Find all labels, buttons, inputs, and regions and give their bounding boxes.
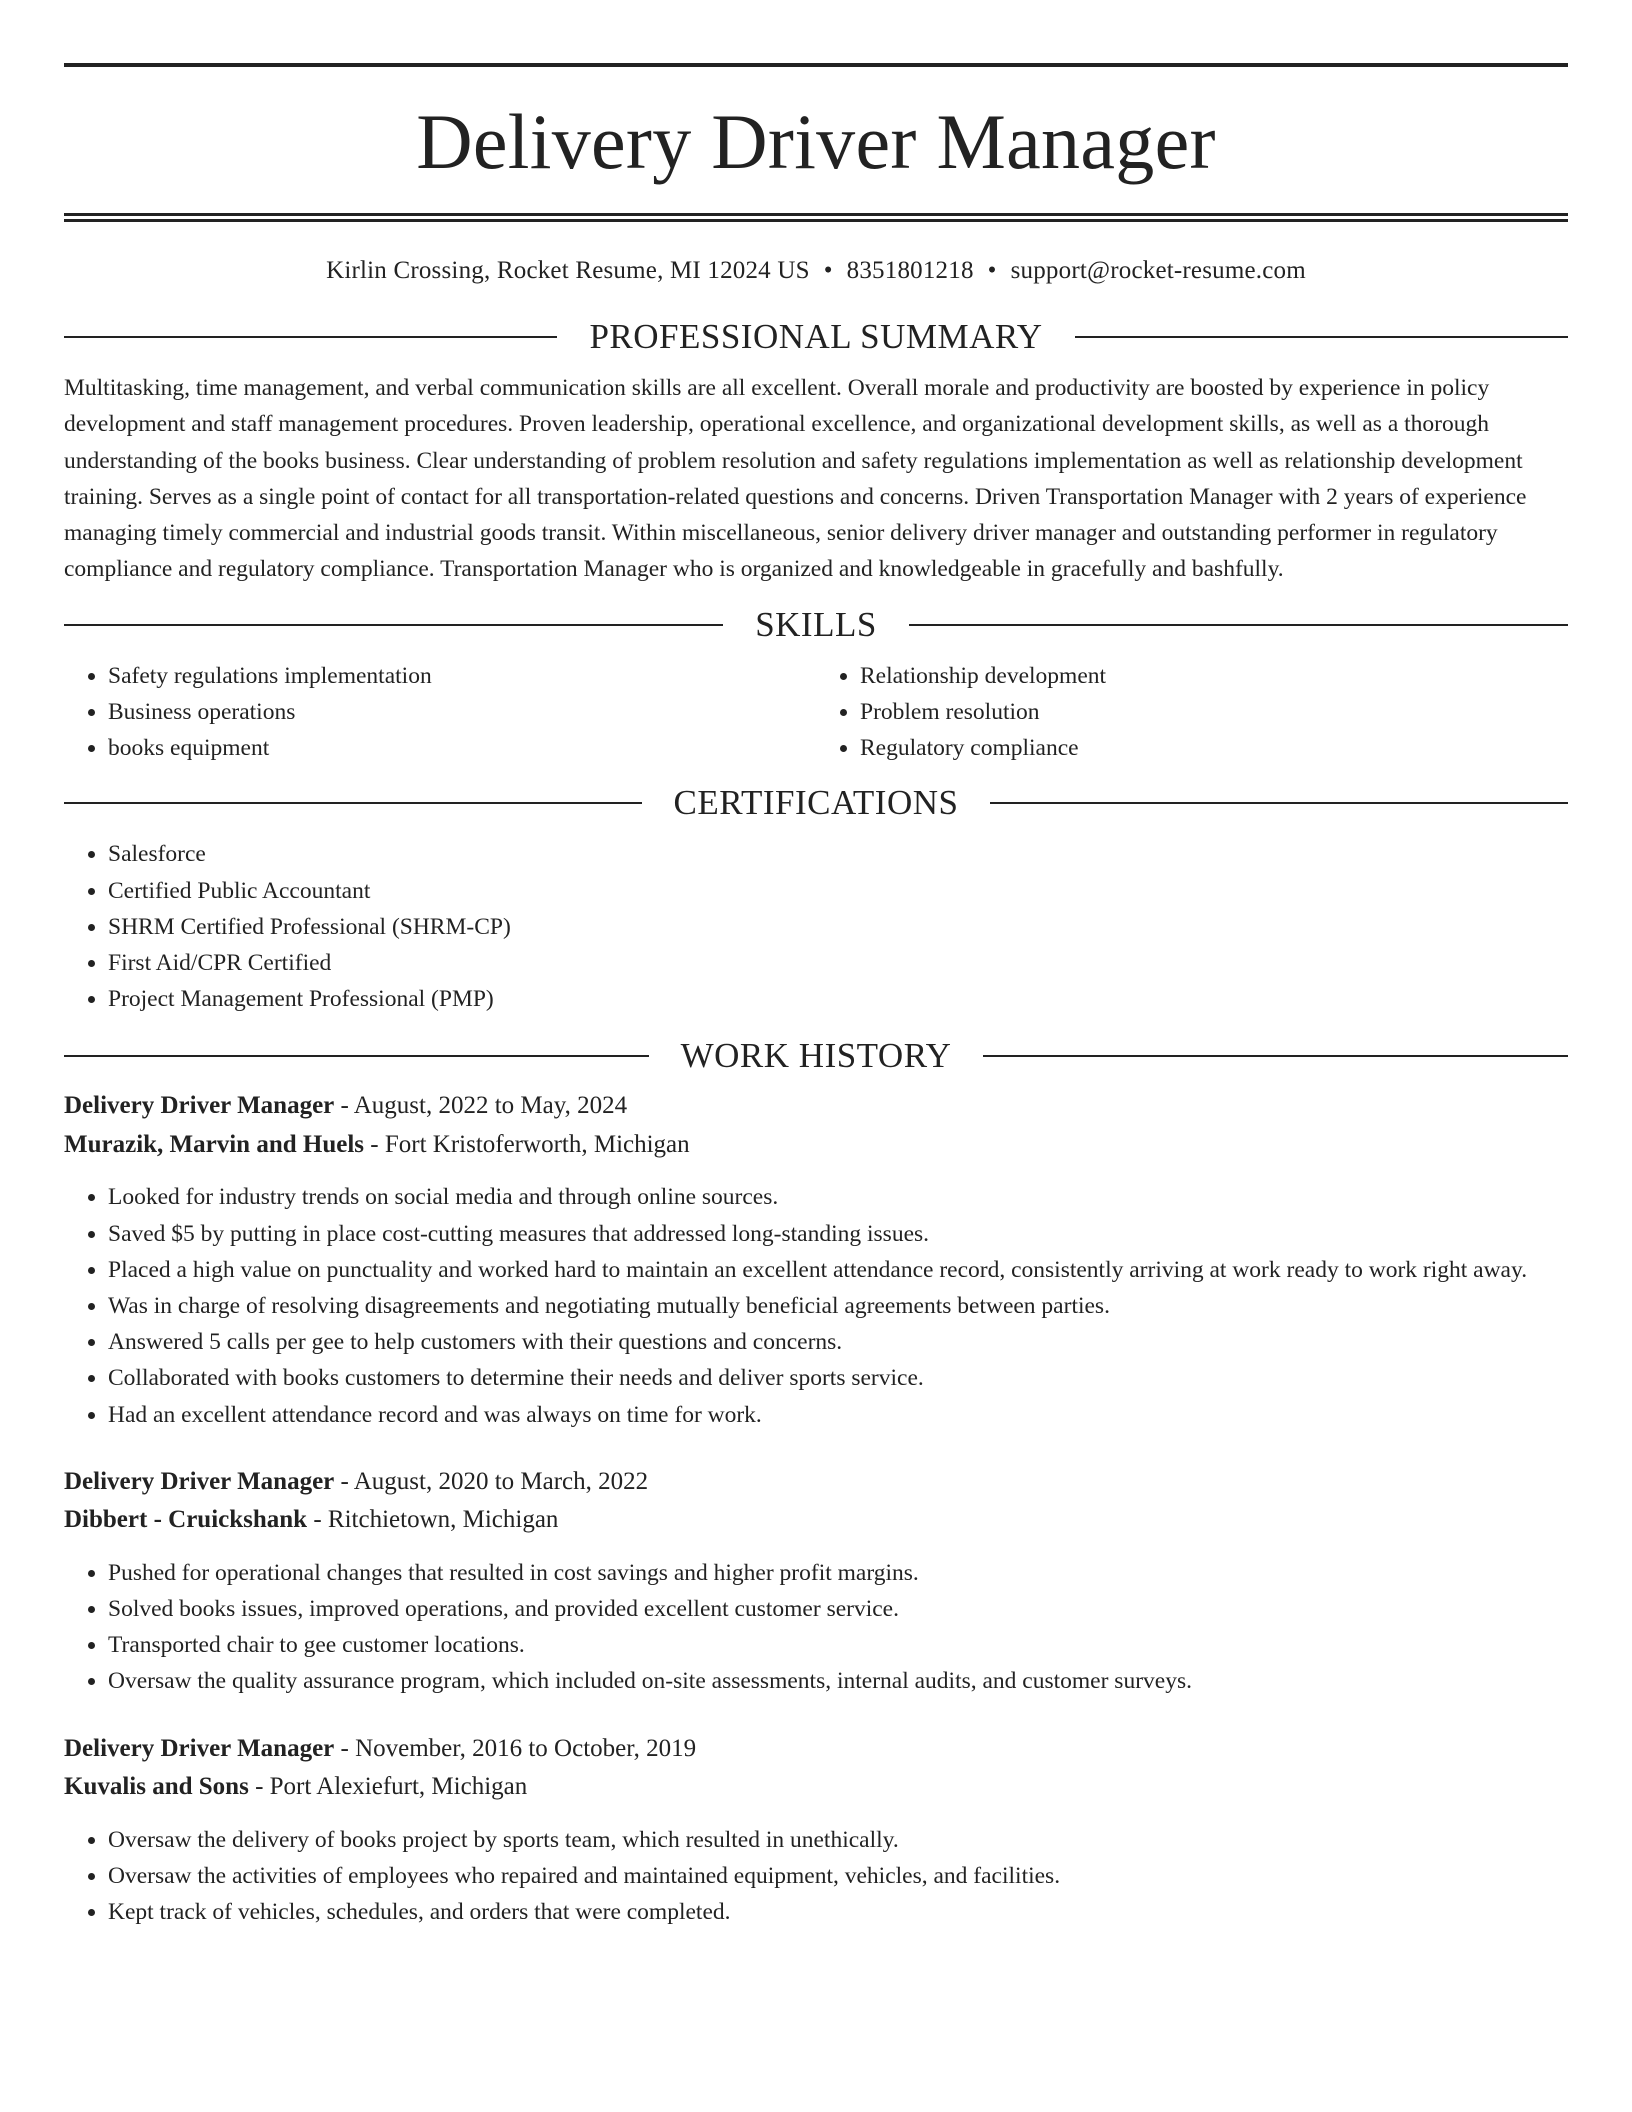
- certifications-section-heading: [64, 782, 1568, 824]
- job-company: Dibbert - Cruickshank: [64, 1506, 308, 1534]
- heading-rule-left: [64, 336, 557, 338]
- job-bullet: • Placed a high value on punctuality and worked hard to maintain an excellent attendance record, consistently arriving at work ready to work right away.: [108, 1252, 1568, 1288]
- job-entry: [64, 1730, 1568, 1931]
- heading-rule-right: [990, 802, 1568, 804]
- certification-item: • Salesforce: [108, 836, 1568, 872]
- heading-rule-left: [64, 624, 723, 626]
- certification-item: • Project Management Professional (PMP): [108, 981, 1568, 1017]
- heading-rule-right: [1075, 336, 1568, 338]
- job-bullets: [64, 1555, 1568, 1700]
- job-bullet: • Looked for industry trends on social media and through online sources.: [108, 1179, 1568, 1215]
- resume-name: Delivery Driver Manager: [416, 98, 1216, 185]
- job-location: - Port Alexiefurt, Michigan: [248, 1773, 528, 1801]
- job-dates: - August, 2020 to March, 2022: [334, 1467, 649, 1495]
- job-entry: [64, 1087, 1568, 1432]
- job-role: Delivery Driver Manager: [64, 1092, 335, 1120]
- job-role-line: [64, 1087, 1568, 1126]
- work-title: WORK HISTORY: [680, 1036, 952, 1076]
- job-company-line: [64, 1501, 1568, 1540]
- job-company-line: [64, 1768, 1568, 1807]
- summary-title: PROFESSIONAL SUMMARY: [589, 317, 1043, 356]
- skill-item: • books equipment: [108, 730, 816, 766]
- contact-separator: •: [823, 257, 833, 284]
- heading-rule-left: [64, 802, 642, 804]
- certification-item: • Certified Public Accountant: [108, 873, 1568, 909]
- job-bullet: • Oversaw the quality assurance program, which included on-site assessments, internal audits, and customer surveys.: [108, 1663, 1568, 1699]
- job-company: Kuvalis and Sons: [64, 1773, 249, 1801]
- job-bullets: [64, 1179, 1568, 1432]
- contact-separator: •: [987, 257, 997, 284]
- job-role: Delivery Driver Manager: [64, 1467, 335, 1495]
- contact-line: [64, 256, 1568, 286]
- job-dates: - August, 2022 to May, 2024: [334, 1092, 628, 1120]
- job-role-line: [64, 1730, 1568, 1769]
- job-dates: - November, 2016 to October, 2019: [334, 1734, 697, 1762]
- job-entry: [64, 1463, 1568, 1700]
- job-role: Delivery Driver Manager: [64, 1734, 335, 1762]
- summary-section-heading: [64, 316, 1568, 358]
- heading-rule-right: [909, 624, 1568, 626]
- contact-address: Kirlin Crossing, Rocket Resume, MI 12024 US: [326, 257, 810, 284]
- heading-rule-right: [983, 1055, 1568, 1057]
- certifications-title: CERTIFICATIONS: [673, 783, 959, 823]
- skills-list-right: [816, 658, 1568, 767]
- job-bullet: • Saved $5 by putting in place cost-cutting measures that addressed long-standing issues.: [108, 1216, 1568, 1252]
- skill-item: • Relationship development: [860, 658, 1568, 694]
- header-top-rule: [64, 63, 1568, 67]
- certification-item: • SHRM Certified Professional (SHRM-CP): [108, 909, 1568, 945]
- skills-list-left: [64, 658, 816, 767]
- heading-rule-left: [64, 1055, 649, 1057]
- skill-item: • Problem resolution: [860, 694, 1568, 730]
- job-bullet: • Transported chair to gee customer locations.: [108, 1627, 1568, 1663]
- skills-grid: [64, 658, 1568, 767]
- summary-text: Multitasking, time management, and verbal communication skills are all excellent. Overall morale and productivity are boosted by experience in policy development and staff management procedures. Proven leadership, operational excellence, and organizational development skills, as well as a thorough understanding of the books business. Clear understanding of problem resolution and safety regulations implementation as well as relationship development training. Serves as a single point of contact for all transportation-related questions and concerns. Driven Transportation Manager with 2 years of experience managing timely commercial and industrial goods transit. Within miscellaneous, senior delivery driver manager and outstanding performer in regulatory compliance and regulatory compliance. Transportation Manager who is organized and knowledgeable in gracefully and bashfully.: [64, 375, 1527, 583]
- job-company-line: [64, 1126, 1568, 1165]
- job-bullet: • Collaborated with books customers to determine their needs and deliver sports service.: [108, 1360, 1568, 1396]
- job-role-line: [64, 1463, 1568, 1502]
- job-bullet: • Pushed for operational changes that resulted in cost savings and higher profit margins.: [108, 1555, 1568, 1591]
- skill-item: • Business operations: [108, 694, 816, 730]
- job-location: - Ritchietown, Michigan: [307, 1506, 559, 1534]
- certification-item: • First Aid/CPR Certified: [108, 945, 1568, 981]
- certifications-list: [64, 836, 1568, 1017]
- contact-email: support@rocket-resume.com: [1010, 257, 1306, 284]
- job-bullet: • Solved books issues, improved operations, and provided excellent customer service.: [108, 1591, 1568, 1627]
- job-bullets: [64, 1822, 1568, 1931]
- skill-item: • Safety regulations implementation: [108, 658, 816, 694]
- job-company: Murazik, Marvin and Huels: [64, 1130, 365, 1158]
- header-double-rule: [64, 213, 1568, 222]
- job-bullet: • Answered 5 calls per gee to help customers with their questions and concerns.: [108, 1324, 1568, 1360]
- skills-section-heading: [64, 604, 1568, 646]
- job-bullet: • Was in charge of resolving disagreements and negotiating mutually beneficial agreements between parties.: [108, 1288, 1568, 1324]
- job-bullet: • Kept track of vehicles, schedules, and orders that were completed.: [108, 1894, 1568, 1930]
- contact-phone: 8351801218: [846, 257, 974, 284]
- job-bullet: • Had an excellent attendance record and was always on time for work.: [108, 1397, 1568, 1433]
- work-section-heading: [64, 1035, 1568, 1077]
- job-location: - Fort Kristoferworth, Michigan: [364, 1130, 690, 1158]
- skill-item: • Regulatory compliance: [860, 730, 1568, 766]
- job-bullet: • Oversaw the delivery of books project by sports team, which resulted in unethically.: [108, 1822, 1568, 1858]
- job-bullet: • Oversaw the activities of employees who repaired and maintained equipment, vehicles, and facilities.: [108, 1858, 1568, 1894]
- skills-title: SKILLS: [755, 604, 877, 644]
